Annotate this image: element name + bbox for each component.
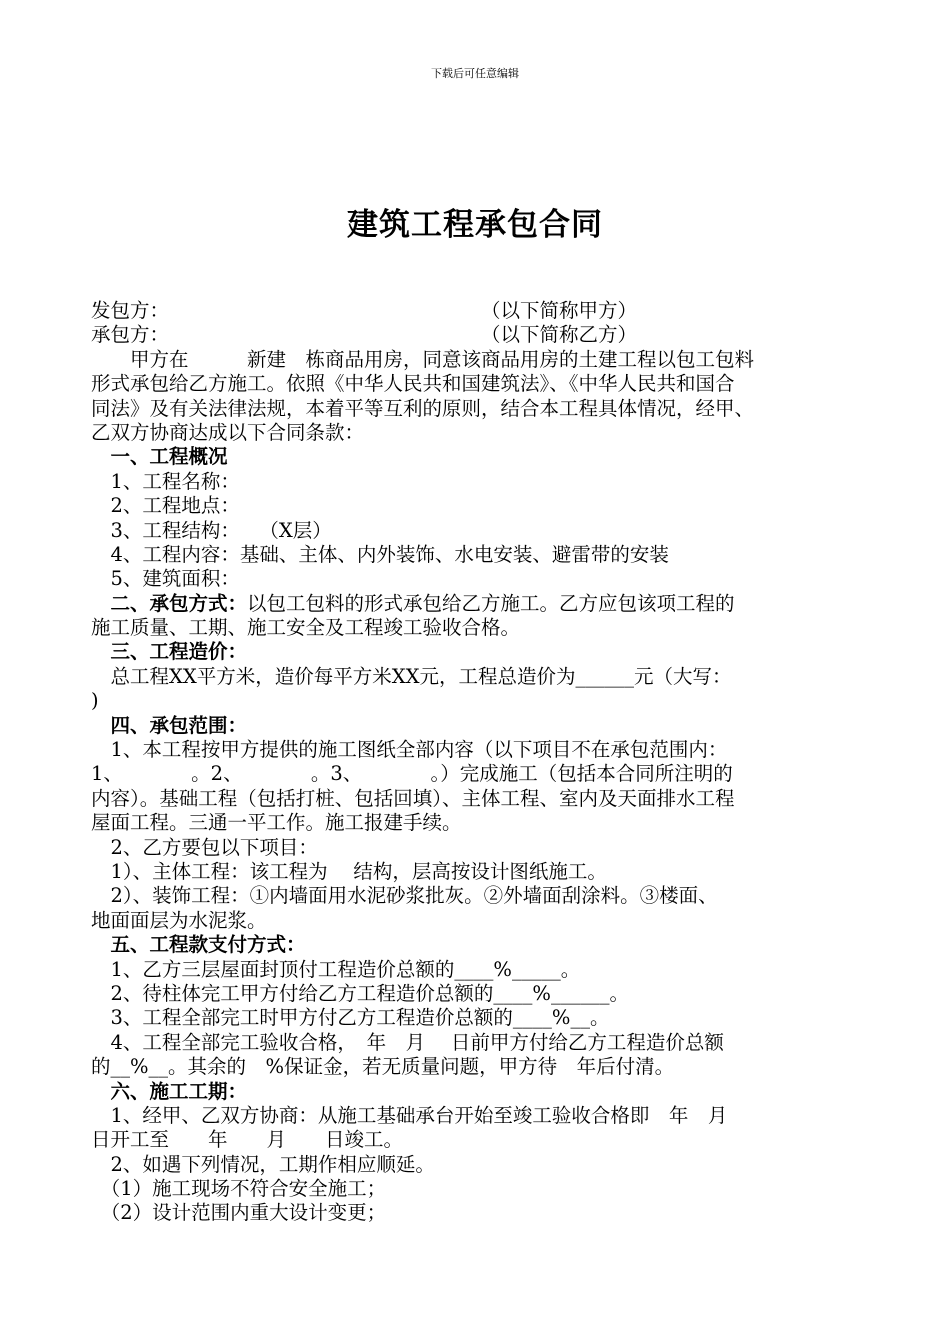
section-5-heading: 五、工程款支付方式： [91,933,306,957]
party-b-note: （以下简称乙方） [481,323,638,347]
section-4-line: 屋面工程。三通一平工作。施工报建手续。 [91,811,462,835]
section-2-text: 施工质量、工期、施工安全及工程竣工验收合格。 [91,616,521,640]
intro-line: 同法》及有关法律法规，本着平等互利的原则，结合本工程具体情况，经甲、 [91,396,755,420]
payment-text: 。 [609,981,629,1005]
contract-body [91,299,861,1226]
section-1-item: 4、工程内容：基础、主体、内外装饰、水电安装、避雷带的安装 [91,542,669,566]
percent-blank: ____%______ [493,981,610,1005]
section-6-heading: 六、施工工期： [91,1079,248,1103]
section-3-text: 总工程XX平方米，造价每平方米XX元，工程总造价为 [91,664,576,688]
payment-item [91,1006,861,1030]
intro-line: 甲方在 新建 栋商品用房，同意该商品用房的土建工程以包工包料 [91,347,755,371]
section-4-line: 1、 。2、 。3、 。）完成施工（包括本合同所注明的 [91,762,733,786]
payment-item [91,982,861,1006]
percent-blank: ____%__ [512,1006,590,1030]
payment-text: 3、工程全部完工时甲方付乙方工程造价总额的 [91,1006,513,1030]
party-a-note: （以下简称甲方） [481,299,638,322]
document-title: 建筑工程承包合同 [347,207,603,243]
payment-text: 。 [560,957,581,981]
section-6-line: （2）设计范围内重大设计变更； [91,1201,387,1225]
section-1-item: 3、工程结构： （X层） [91,518,332,542]
section-6-line: 1、经甲、乙双方协商：从施工基础承台开始至竣工验收合格即 年 月 [91,1103,728,1127]
percent-blank: ____%_____ [454,957,561,981]
section-3-line [91,665,861,689]
section-6-line: （1）施工现场不符合安全施工； [91,1177,387,1201]
section-4-line: 2、乙方要包以下项目： [91,835,318,859]
party-b-label: 承包方： [91,323,170,347]
section-4-heading: 四、承包范围： [91,713,248,737]
percent-blank: __%__ [110,1055,169,1079]
party-a-line [91,299,861,323]
section-3-text: ) [91,689,99,713]
section-4-line: 内容）。基础工程（包括打桩、包括回填）、主体工程、室内及天面排水工程 [91,786,735,810]
section-6-line: 日开工至 年 月 日竣工。 [91,1128,404,1152]
page-header-note: 下载后可任意编辑 [431,67,519,80]
intro-line: 乙双方协商达成以下合同条款： [91,420,365,444]
section-4-line: 1）、主体工程：该工程为 结构，层高按设计图纸施工。 [91,859,607,883]
section-1-heading: 一、工程概况 [91,445,228,469]
section-2-line [91,592,861,616]
section-2-text: 以包工包料的形式承包给乙方施工。乙方应包该项工程的 [247,591,735,615]
section-6-line: 2、如遇下列情况，工期作相应顺延。 [91,1152,435,1176]
payment-item [91,1055,861,1079]
section-1-item: 1、工程名称： [91,469,240,493]
payment-text: 。其余的 %保证金，若无质量问题，甲方待 年后付清。 [168,1055,675,1079]
section-4-line: 地面面层为水泥浆。 [91,908,267,932]
section-4-line: 2）、装饰工程：①内墙面用水泥砂浆批灰。②外墙面刮涂料。③楼面、 [91,884,718,908]
total-price-blank: ______ [575,664,635,688]
party-b-line [91,323,861,347]
payment-item: 4、工程全部完工验收合格， 年 月 日前甲方付给乙方工程造价总额 [91,1030,724,1054]
payment-text: 。 [589,1006,610,1030]
payment-text: 2、待柱体完工甲方付给乙方工程造价总额的 [91,981,494,1005]
section-2-heading: 二、承包方式： [91,591,248,615]
section-4-line: 1、本工程按甲方提供的施工图纸全部内容（以下项目不在承包范围内： [91,738,728,762]
section-3-heading: 三、工程造价： [91,640,248,664]
intro-line: 形式承包给乙方施工。依照《中华人民共和国建筑法》、《中华人民共和国合 [91,372,735,396]
payment-item [91,958,861,982]
section-3-text: 元（大写： [634,664,732,688]
payment-text: 的 [91,1055,111,1079]
payment-text: 1、乙方三层屋面封顶付工程造价总额的 [91,957,455,981]
section-1-item: 2、工程地点： [91,494,240,518]
section-1-item: 5、建筑面积： [91,567,240,591]
party-a-label: 发包方： [91,299,170,322]
